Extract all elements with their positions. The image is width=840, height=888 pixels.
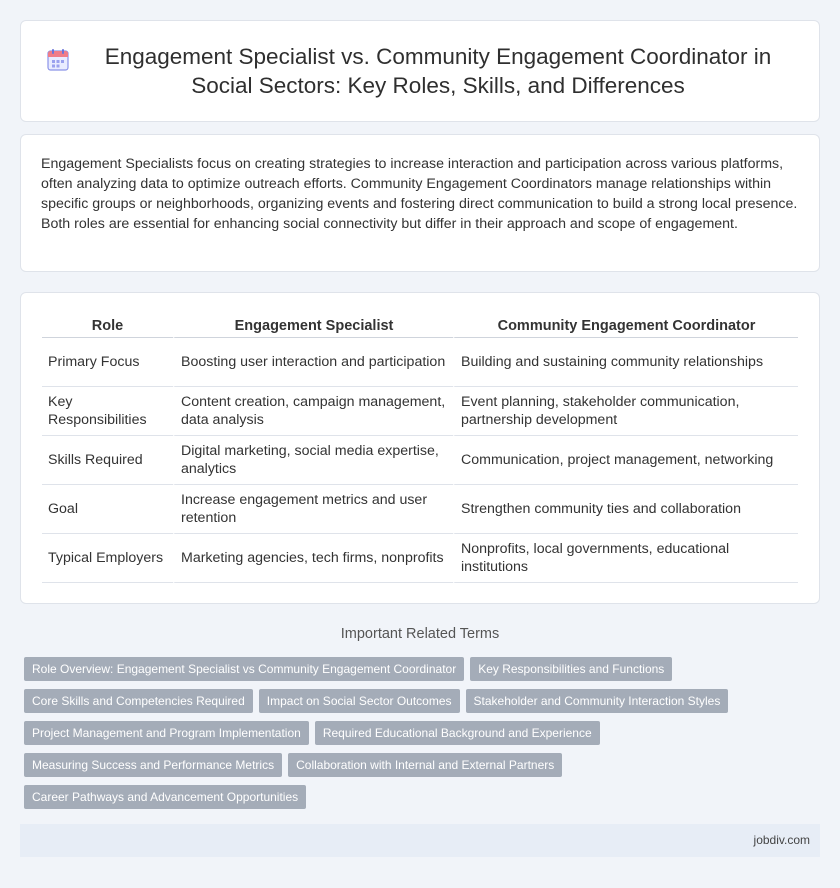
table-header-row xyxy=(42,312,798,338)
tag-row xyxy=(24,657,744,681)
intro-paragraph: Engagement Specialists focus on creating strategies to increase interaction and participation across various platforms, often analyzing data to optimize outreach efforts. Community Engagement Coordinators manage relationships within specific groups or neighborhoods, organizing events and fostering direct communication to build a strong local presence. Both roles are essential for enhancing social connectivity but differ in their approach and scope of engagement. xyxy=(41,156,798,232)
table-row xyxy=(42,387,798,436)
comparison-table xyxy=(42,312,798,583)
table-row xyxy=(42,338,798,387)
tag-row xyxy=(24,753,744,777)
footer-site-link[interactable]: jobdiv.com xyxy=(753,833,810,847)
related-term-tag[interactable]: Collaboration with Internal and External Partners xyxy=(288,753,562,777)
column-header-specialist: Engagement Specialist xyxy=(173,312,453,338)
comparison-table-card xyxy=(20,292,820,604)
related-terms-heading: Important Related Terms xyxy=(340,626,500,642)
tag-row xyxy=(24,785,744,809)
table-row xyxy=(42,436,798,485)
related-term-tag[interactable]: Impact on Social Sector Outcomes xyxy=(259,689,460,713)
tag-row xyxy=(24,721,744,745)
related-term-tag[interactable]: Key Responsibilities and Functions xyxy=(470,657,672,681)
related-term-tag[interactable]: Stakeholder and Community Interaction Styles xyxy=(466,689,729,713)
related-terms-list xyxy=(24,657,744,817)
table-row xyxy=(42,485,798,534)
column-header-role: Role xyxy=(42,312,173,338)
coordinator-cell: Nonprofits, local governments, educational institutions xyxy=(453,534,798,583)
specialist-cell: Boosting user interaction and participation xyxy=(173,338,453,387)
row-label: Key Responsibilities xyxy=(42,387,173,436)
related-term-tag[interactable]: Core Skills and Competencies Required xyxy=(24,689,253,713)
row-label: Goal xyxy=(42,485,173,534)
table-row xyxy=(42,534,798,583)
related-term-tag[interactable]: Project Management and Program Implementation xyxy=(24,721,309,745)
specialist-cell: Marketing agencies, tech firms, nonprofits xyxy=(173,534,453,583)
specialist-cell: Increase engagement metrics and user retention xyxy=(173,485,453,534)
coordinator-cell: Building and sustaining community relationships xyxy=(453,338,798,387)
related-term-tag[interactable]: Role Overview: Engagement Specialist vs Community Engagement Coordinator xyxy=(24,657,464,681)
related-term-tag[interactable]: Required Educational Background and Experience xyxy=(315,721,600,745)
page-title: Engagement Specialist vs. Community Engagement Coordinator in Social Sectors: Key Roles, Skills, and Differences xyxy=(104,44,772,98)
related-term-tag[interactable]: Career Pathways and Advancement Opportunities xyxy=(24,785,306,809)
coordinator-cell: Communication, project management, networking xyxy=(453,436,798,485)
related-term-tag[interactable]: Measuring Success and Performance Metrics xyxy=(24,753,282,777)
title-card xyxy=(20,20,820,122)
column-header-coordinator: Community Engagement Coordinator xyxy=(453,312,798,338)
row-label: Skills Required xyxy=(42,436,173,485)
tag-row xyxy=(24,689,744,713)
coordinator-cell: Strengthen community ties and collaboration xyxy=(453,485,798,534)
coordinator-cell: Event planning, stakeholder communication, partnership development xyxy=(453,387,798,436)
specialist-cell: Digital marketing, social media expertise, analytics xyxy=(173,436,453,485)
intro-card xyxy=(20,134,820,272)
row-label: Primary Focus xyxy=(42,338,173,387)
footer xyxy=(20,824,820,857)
specialist-cell: Content creation, campaign management, data analysis xyxy=(173,387,453,436)
row-label: Typical Employers xyxy=(42,534,173,583)
